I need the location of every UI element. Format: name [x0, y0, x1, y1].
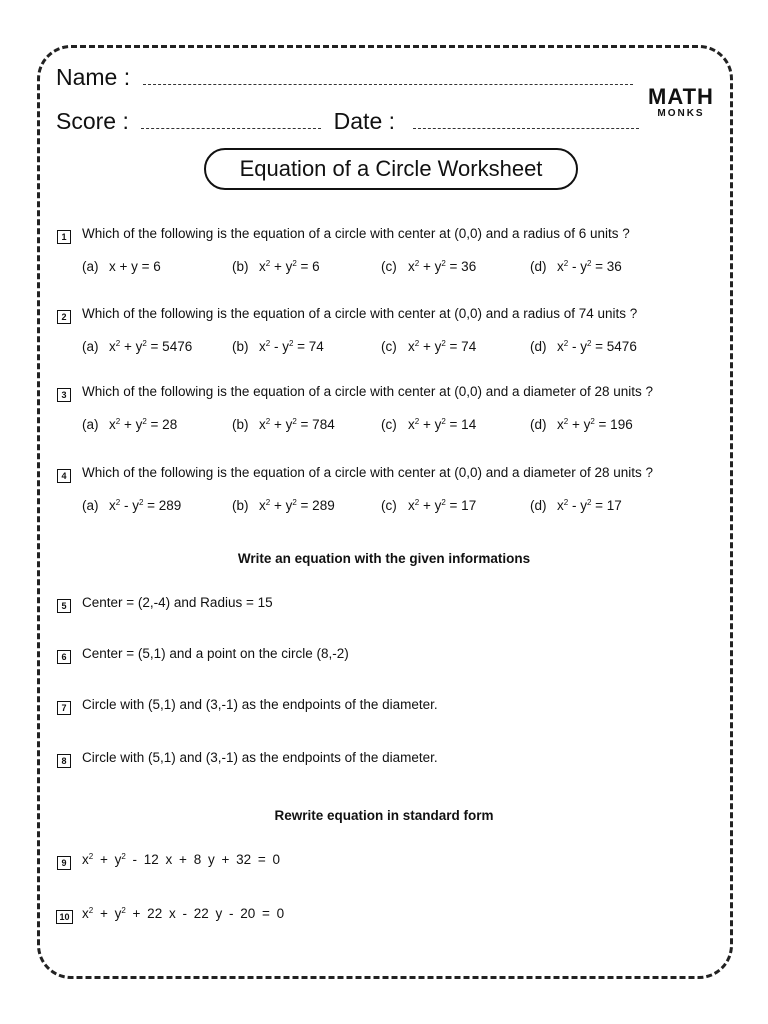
option-2-c[interactable] — [381, 339, 476, 354]
name-row — [56, 64, 633, 91]
option-label: (c) — [381, 259, 397, 274]
option-3-c[interactable] — [381, 417, 476, 432]
question-number-6: 6 — [57, 650, 71, 664]
option-1-b[interactable] — [232, 259, 320, 274]
section2-heading: Write an equation with the given informations — [237, 551, 531, 566]
prompt-text-7: Circle with (5,1) and (3,-1) as the endpoints of the diameter. — [82, 697, 438, 712]
prompt-text-5: Center = (2,-4) and Radius = 15 — [82, 595, 273, 610]
option-value: $x^2 - y^2 = 74$ — [259, 339, 324, 354]
question-number-4: 4 — [57, 469, 71, 483]
option-value: $x^2 + y^2 = 196$ — [557, 417, 633, 432]
option-4-b[interactable] — [232, 498, 335, 513]
logo-line2: MONKS — [657, 108, 705, 119]
question-number-3: 3 — [57, 388, 71, 402]
equation-text-9: $x^2 + y^2 - 12$ x + 8 y + 32 = 0 — [82, 852, 280, 867]
option-label: (a) — [82, 339, 99, 354]
option-label: (a) — [82, 417, 99, 432]
score-line[interactable] — [141, 127, 321, 129]
option-1-d[interactable] — [530, 259, 622, 274]
option-2-a[interactable] — [82, 339, 192, 354]
option-4-d[interactable] — [530, 498, 622, 513]
option-value: $x^2 + y^2 = 5476$ — [109, 339, 193, 354]
option-value: $x^2 + y^2 = 28$ — [109, 417, 178, 432]
option-label: (b) — [232, 498, 249, 513]
option-value: $x^2 - y^2 = 5476$ — [557, 339, 637, 354]
question-number-7: 7 — [57, 701, 71, 715]
name-line[interactable] — [143, 83, 633, 85]
option-value: $x^2 + y^2 = 6$ — [259, 259, 320, 274]
option-3-b[interactable] — [232, 417, 335, 432]
option-label: (d) — [530, 498, 547, 513]
option-value: $x^2 - y^2 = 289$ — [109, 498, 182, 513]
question-text-3: Which of the following is the equation of a circle with center at (0,0) and a diameter of 28 units ? — [82, 384, 654, 399]
option-value: $x^2 + y^2 = 36$ — [408, 259, 477, 274]
option-value: $x^2 - y^2 = 17$ — [557, 498, 622, 513]
option-label: (d) — [530, 259, 547, 274]
option-label: (b) — [232, 417, 249, 432]
option-value: $x^2 + y^2 = 289$ — [259, 498, 335, 513]
question-number-8: 8 — [57, 754, 71, 768]
option-label: (d) — [530, 417, 547, 432]
logo-line1: MATH — [648, 84, 714, 109]
option-value: $x^2 + y^2 = 74$ — [408, 339, 477, 354]
option-1-c[interactable] — [381, 259, 476, 274]
worksheet-title: Equation of a Circle Worksheet — [204, 148, 578, 190]
option-label: (b) — [232, 339, 249, 354]
option-label: (a) — [82, 498, 99, 513]
date-line[interactable] — [413, 127, 639, 129]
question-number-1: 1 — [57, 230, 71, 244]
question-number-2: 2 — [57, 310, 71, 324]
option-label: (c) — [381, 498, 397, 513]
option-label: (a) — [82, 259, 99, 274]
option-value: $x^2 + y^2 = 14$ — [408, 417, 477, 432]
option-2-b[interactable] — [232, 339, 324, 354]
option-label: (b) — [232, 259, 249, 274]
option-value: $x^2 + y^2 = 784$ — [259, 417, 335, 432]
score-date-row — [56, 108, 639, 135]
option-3-a[interactable] — [82, 417, 177, 432]
option-label: (c) — [381, 417, 397, 432]
prompt-text-8: Circle with (5,1) and (3,-1) as the endpoints of the diameter. — [82, 750, 438, 765]
name-label: Name : — [56, 64, 131, 90]
option-3-d[interactable] — [530, 417, 633, 432]
option-4-c[interactable] — [381, 498, 476, 513]
question-text-1: Which of the following is the equation of a circle with center at (0,0) and a radius of 6 units ? — [82, 226, 630, 241]
option-value: $x^2 + y^2 = 17$ — [408, 498, 477, 513]
date-label: Date : — [333, 108, 396, 134]
question-number-5: 5 — [57, 599, 71, 613]
score-label: Score : — [56, 108, 129, 134]
equation-text-10: $x^2 + y^2 + 22$ x - 22 y - 20 = 0 — [82, 906, 285, 921]
option-label: (d) — [530, 339, 547, 354]
question-number-9: 9 — [57, 856, 71, 870]
prompt-text-6: Center = (5,1) and a point on the circle (8,-2) — [82, 646, 349, 661]
option-value: x + y = 6 — [109, 259, 161, 274]
option-value: $x^2 - y^2 = 36$ — [557, 259, 622, 274]
question-number-10: 10 — [56, 910, 73, 924]
question-text-4: Which of the following is the equation of a circle with center at (0,0) and a diameter of 28 units ? — [82, 465, 654, 480]
question-text-2: Which of the following is the equation of a circle with center at (0,0) and a radius of 74 units ? — [82, 306, 638, 321]
option-1-a[interactable] — [82, 259, 161, 274]
option-4-a[interactable] — [82, 498, 181, 513]
option-label: (c) — [381, 339, 397, 354]
option-2-d[interactable] — [530, 339, 637, 354]
section3-heading: Rewrite equation in standard form — [274, 808, 494, 823]
math-monks-logo — [645, 86, 717, 120]
